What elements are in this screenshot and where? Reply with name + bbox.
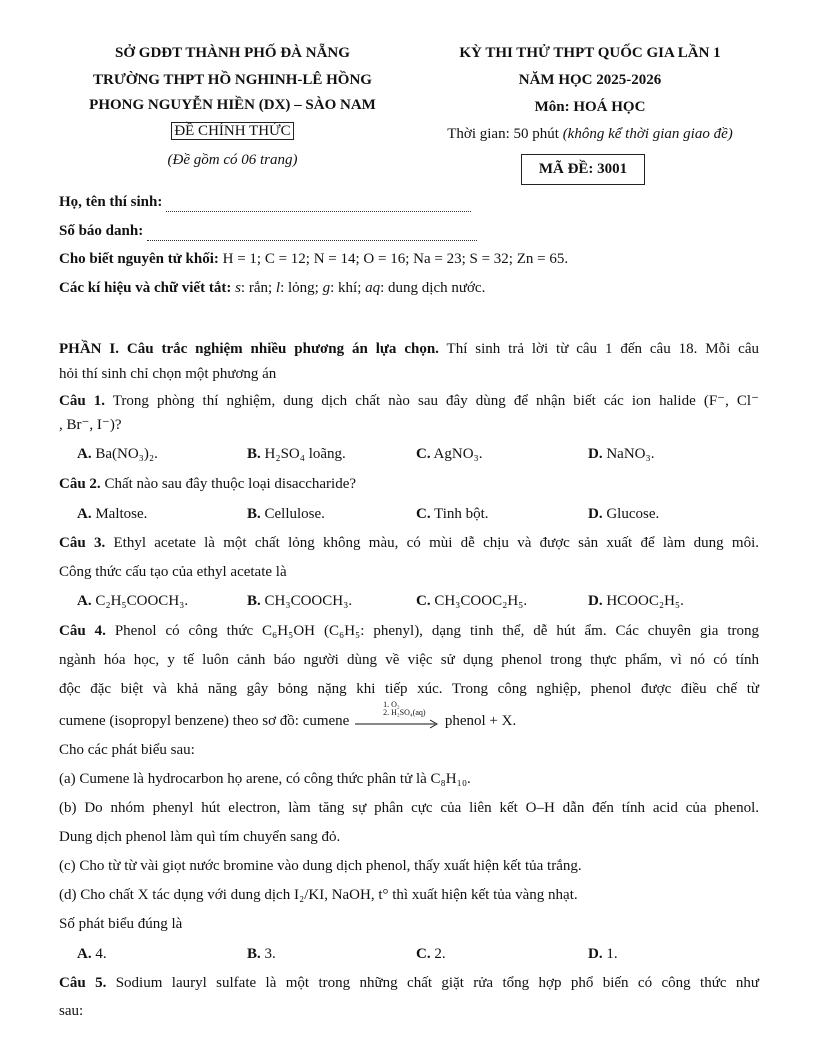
q2-option-c-text: Tinh bột. xyxy=(434,506,489,522)
school-name-line1: TRƯỜNG THPT HỒ NGHINH-LÊ HỒNG xyxy=(93,72,372,88)
q3-option-c-text: CH₃COOC₂H₅. xyxy=(434,593,528,609)
q1-option-b-letter: B. xyxy=(247,446,261,462)
q4-option-b[interactable] xyxy=(247,944,276,964)
q4-statement-a: (a) Cumene là hydrocarbon họ arene, có công thức phân tử là C₈H₁₀. xyxy=(59,771,471,787)
q2-option-d[interactable] xyxy=(588,504,659,524)
q1-stem-line2: , Br⁻, I⁻)? xyxy=(59,417,122,433)
q2-option-d-letter: D. xyxy=(588,506,603,522)
q1-option-c-letter: C. xyxy=(416,446,431,462)
q3-option-d[interactable] xyxy=(588,591,684,611)
q3-option-b[interactable] xyxy=(247,591,352,611)
department-name: SỞ GDĐT THÀNH PHỐ ĐÀ NẴNG xyxy=(115,45,350,61)
official-exam-label xyxy=(60,123,405,140)
part1-title: PHẦN I. Câu trắc nghiệm nhiều phương án lựa chọn. xyxy=(59,341,439,357)
q3-stem-line1 xyxy=(59,533,759,553)
q2-option-d-text: Glucose. xyxy=(606,506,660,522)
abbr-l-text: : lỏng; xyxy=(280,280,319,296)
student-id-row xyxy=(59,221,759,241)
q2-text: Chất nào sau đây thuộc loại disaccharide? xyxy=(104,476,357,492)
q2-option-c-letter: C. xyxy=(416,506,431,522)
q2-option-a-text: Maltose. xyxy=(95,506,148,522)
q3-option-d-letter: D. xyxy=(588,593,603,609)
q4-question: Số phát biểu đúng là xyxy=(59,916,183,932)
abbr-s: s xyxy=(235,280,241,296)
q5-label: Câu 5. xyxy=(59,975,107,991)
exam-title: KỲ THI THỬ THPT QUỐC GIA LẦN 1 xyxy=(459,45,721,61)
q4-option-d-letter: D. xyxy=(588,946,603,962)
abbr-l: l xyxy=(275,280,281,296)
q4-statement-b-line2: Dung dịch phenol làm quì tím chuyển sang đỏ. xyxy=(59,829,341,845)
q4-label: Câu 4. xyxy=(59,623,106,639)
q4-option-a-text: 4. xyxy=(95,946,107,962)
q3-option-a[interactable] xyxy=(77,591,188,611)
q4-option-b-letter: B. xyxy=(247,946,261,962)
q3-option-c-letter: C. xyxy=(416,593,431,609)
q4-intro: Cho các phát biểu sau: xyxy=(59,742,195,758)
q5-stem-line2: sau: xyxy=(59,1003,84,1019)
atomic-masses-label: Cho biết nguyên tử khối: xyxy=(59,251,219,267)
q4-reaction-line xyxy=(59,699,759,732)
q4-option-c-letter: C. xyxy=(416,946,431,962)
school-year: NĂM HỌC 2025-2026 xyxy=(518,72,662,88)
q5-stem-line1 xyxy=(59,973,759,993)
q3-option-a-letter: A. xyxy=(77,593,92,609)
q1-option-c[interactable] xyxy=(416,444,483,464)
q1-stem-line1 xyxy=(59,391,759,411)
time-label: Thời gian: 50 phút xyxy=(447,126,559,142)
q3-option-a-text: C₂H₅COOCH₃. xyxy=(95,593,189,609)
student-id-label: Số báo danh: xyxy=(59,223,144,239)
q3-stem-line2: Công thức cấu tạo của ethyl acetate là xyxy=(59,564,287,580)
q4-option-d-text: 1. xyxy=(606,946,618,962)
q5-text1: Sodium lauryl sulfate là một trong những chất giặt rửa tổng hợp phổ biến có công thức như xyxy=(115,975,760,991)
q2-option-b-text: Cellulose. xyxy=(264,506,325,522)
q1-option-d-text: NaNO₃. xyxy=(606,446,655,462)
abbreviations xyxy=(59,278,759,298)
q3-option-b-letter: B. xyxy=(247,593,261,609)
atomic-masses-values: H = 1; C = 12; N = 14; O = 16; Na = 23; S = 32; Zn = 65. xyxy=(222,251,569,267)
reaction-arrow-step1: 1. O₂ xyxy=(383,699,400,709)
q4-stem-line1 xyxy=(59,621,759,641)
q1-option-a-text: Ba(NO₃)₂. xyxy=(95,446,158,462)
q4-option-a-letter: A. xyxy=(77,946,92,962)
q4-statement-d: (d) Cho chất X tác dụng với dung dịch I₂/KI, NaOH, t° thì xuất hiện kết tủa vàng nhạt. xyxy=(59,887,578,903)
q3-option-d-text: HCOOC₂H₅. xyxy=(606,593,684,609)
q4-stem-line3: độc đặc biệt và khả năng gây bỏng nặng khi tiếp xúc. Trong công nghiệp, phenol được điều chế từ xyxy=(59,681,759,697)
q2-option-b[interactable] xyxy=(247,504,325,524)
part1-heading xyxy=(59,339,759,359)
q1-option-c-text: AgNO₃. xyxy=(433,446,483,462)
atomic-masses xyxy=(59,249,759,269)
part1-instruction-2: hỏi thí sinh chỉ chọn một phương án xyxy=(59,366,277,382)
q1-text1: Trong phòng thí nghiệm, dung dịch chất nào sau đây dùng để nhận biết các ion halide (F⁻, Cl⁻ xyxy=(112,393,759,409)
q4-option-c-text: 2. xyxy=(434,946,446,962)
q4-option-c[interactable] xyxy=(416,944,446,964)
subject: Môn: HOÁ HỌC xyxy=(534,99,646,115)
q4-reaction-pre: cumene (isopropyl benzene) theo sơ đồ: cumene xyxy=(59,713,350,729)
page-count-note: (Đề gồm có 06 trang) xyxy=(167,152,298,168)
q4-text1: Phenol có công thức C₆H₅OH (C₆H₅: phenyl), dạng tinh thể, dễ hút ẩm. Các chuyên gia trong xyxy=(114,623,759,639)
reaction-arrow xyxy=(353,699,441,732)
q3-text1: Ethyl acetate là một chất lỏng không màu, có mùi dễ chịu và được sản xuất để làm dung môi. xyxy=(113,535,760,551)
exam-code: MÃ ĐỀ: 3001 xyxy=(538,161,628,177)
q2-stem xyxy=(59,474,759,494)
abbr-s-text: : rắn; xyxy=(240,280,273,296)
student-name-field[interactable] xyxy=(166,197,471,212)
q1-option-b[interactable] xyxy=(247,444,346,464)
q4-option-a[interactable] xyxy=(77,944,107,964)
q2-label: Câu 2. xyxy=(59,476,101,492)
abbr-g: g xyxy=(322,280,331,296)
q4-option-b-text: 3. xyxy=(264,946,276,962)
q2-option-c[interactable] xyxy=(416,504,489,524)
abbr-aq-text: : dung dịch nước. xyxy=(380,280,486,296)
student-name-label: Họ, tên thí sinh: xyxy=(59,194,163,210)
q2-option-b-letter: B. xyxy=(247,506,261,522)
time-note: (không kể thời gian giao đề) xyxy=(562,126,733,142)
student-id-field[interactable] xyxy=(147,226,477,241)
q1-option-b-text: H₂SO₄ loãng. xyxy=(264,446,346,462)
reaction-arrow-step2: 2. H₂SO₄(aq) xyxy=(383,707,426,717)
q4-statement-b-line1: (b) Do nhóm phenyl hút electron, làm tăng sự phân cực của liên kết O–H dẫn đến tính acid của phenol. xyxy=(59,800,759,816)
official-exam-text: ĐỀ CHÍNH THỨC xyxy=(171,122,293,140)
q1-option-d[interactable] xyxy=(588,444,654,464)
q1-label: Câu 1. xyxy=(59,393,105,409)
arrow-icon xyxy=(353,712,441,732)
abbr-aq: aq xyxy=(365,280,381,296)
time-limit xyxy=(420,126,760,143)
q1-option-d-letter: D. xyxy=(588,446,603,462)
q4-option-d[interactable] xyxy=(588,944,618,964)
student-name-row xyxy=(59,192,759,212)
part1-instruction-1: Thí sinh trả lời từ câu 1 đến câu 18. Mỗi câu xyxy=(446,341,759,357)
q4-statement-c: (c) Cho từ từ vài giọt nước bromine vào dung dịch phenol, thấy xuất hiện kết tủa trắng. xyxy=(59,858,582,874)
q4-stem-line2: ngành hóa học, y tế luôn cảnh báo người dùng về việc sử dụng phenol trong thực phẩm, vì nó có tính xyxy=(59,652,759,668)
q4-reaction-post: phenol + X. xyxy=(444,713,517,729)
q3-label: Câu 3. xyxy=(59,535,106,551)
q3-option-b-text: CH₃COOCH₃. xyxy=(264,593,353,609)
q1-option-a-letter: A. xyxy=(77,446,92,462)
abbreviations-label: Các kí hiệu và chữ viết tắt: xyxy=(59,280,232,296)
q3-option-c[interactable] xyxy=(416,591,527,611)
q1-option-a[interactable] xyxy=(77,444,158,464)
q2-option-a-letter: A. xyxy=(77,506,92,522)
school-name-line2: PHONG NGUYỄN HIỀN (DX) – SÀO NAM xyxy=(89,97,376,113)
exam-code-box xyxy=(521,154,645,185)
abbr-g-text: : khí; xyxy=(330,280,362,296)
q2-option-a[interactable] xyxy=(77,504,147,524)
